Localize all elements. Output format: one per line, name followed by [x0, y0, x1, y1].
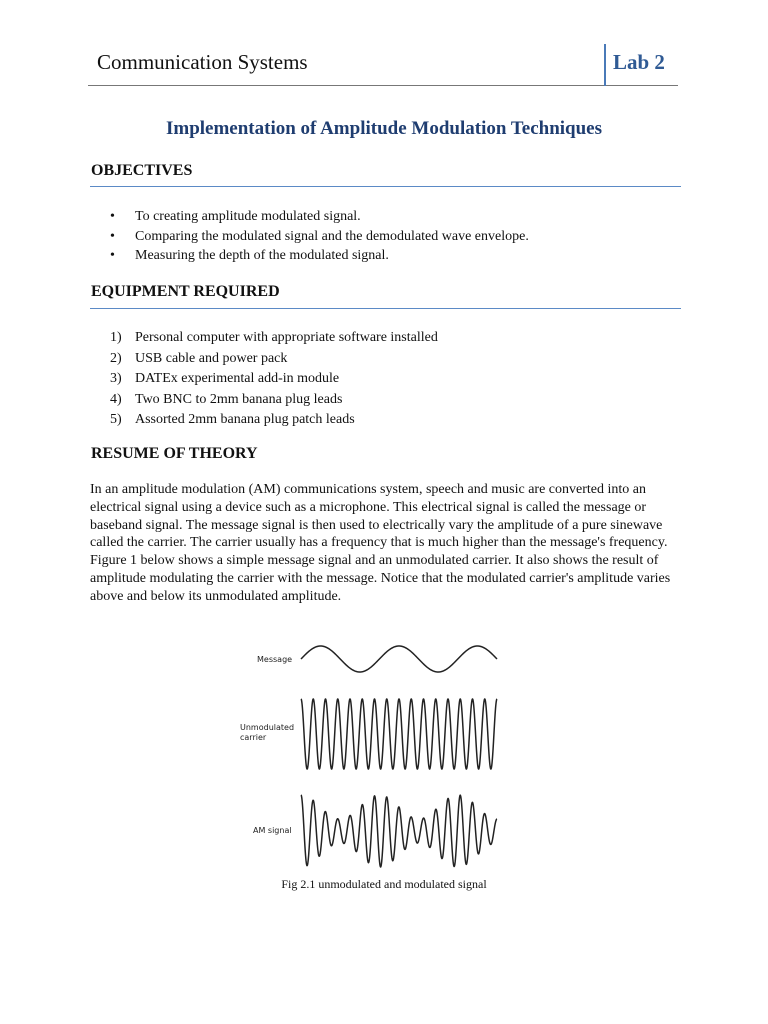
header-divider: [604, 44, 606, 86]
item-number: 1): [110, 330, 122, 345]
item-number: 3): [110, 371, 122, 386]
figure-caption: Fig 2.1 unmodulated and modulated signal: [281, 877, 487, 891]
am-signal-label: AM signal: [253, 826, 292, 835]
equipment-list: [110, 328, 438, 431]
theory-paragraph: In an amplitude modulation (AM) communications system, speech and music are converted into an electrical signal using a device such as a microphone. This electrical signal is called the message or baseband signal. The message signal is then used to electrically vary the amplitude of a pure sinewave called the carrier. The carrier usually has a frequency that is much higher than the message's frequency.: [90, 482, 668, 551]
equipment-text: Personal computer with appropriate software installed: [135, 330, 438, 345]
bullet-icon: •: [110, 248, 115, 263]
objective-text: Measuring the depth of the modulated signal.: [135, 248, 389, 263]
list-item: [110, 246, 529, 266]
message-waveform: [301, 646, 497, 672]
item-number: 4): [110, 391, 122, 407]
bullet-icon: •: [110, 209, 115, 224]
document-title: Implementation of Amplitude Modulation Techniques: [165, 118, 603, 139]
theory-body: [90, 481, 682, 606]
objectives-list: [110, 207, 529, 266]
list-item: [110, 349, 438, 370]
theory-heading: RESUME OF THEORY: [91, 445, 258, 462]
am-waveform: [301, 795, 497, 867]
header-lab-number: Lab 2: [613, 50, 665, 74]
carrier-label-line2: carrier: [240, 733, 267, 742]
list-item: [110, 207, 529, 227]
objectives-rule: [90, 186, 681, 187]
equipment-text: DATEx experimental add-in module: [135, 371, 340, 386]
page-header: [88, 40, 678, 86]
equipment-text: Assorted 2mm banana plug patch leads: [135, 412, 355, 427]
item-number: 5): [110, 412, 122, 427]
carrier-waveform: [301, 699, 497, 769]
item-number: 2): [110, 350, 122, 366]
list-item: [110, 227, 529, 247]
objective-text: To creating amplitude modulated signal.: [135, 209, 361, 224]
list-item: [110, 390, 438, 411]
equipment-text: USB cable and power pack: [135, 350, 288, 366]
objectives-heading: OBJECTIVES: [91, 162, 193, 179]
equipment-text: Two BNC to 2mm banana plug leads: [135, 391, 343, 407]
list-item: [110, 328, 438, 349]
equipment-rule: [90, 308, 681, 309]
carrier-label-line1: Unmodulated: [240, 723, 295, 732]
bullet-icon: •: [110, 228, 115, 244]
theory-paragraph: Figure 1 below shows a simple message signal and an unmodulated carrier. It also shows the result of amplitude modulating the carrier with the message. Notice that the modulated carrier's amplitude varies above and below its unmodulated amplitude.: [90, 553, 671, 604]
objective-text: Comparing the modulated signal and the demodulated wave envelope.: [135, 228, 529, 244]
header-title: Communication Systems: [97, 50, 308, 74]
equipment-heading: EQUIPMENT REQUIRED: [91, 283, 280, 300]
am-waveform-figure: [235, 636, 505, 868]
list-item: [110, 369, 438, 390]
list-item: [110, 410, 438, 431]
message-label: Message: [257, 655, 293, 664]
